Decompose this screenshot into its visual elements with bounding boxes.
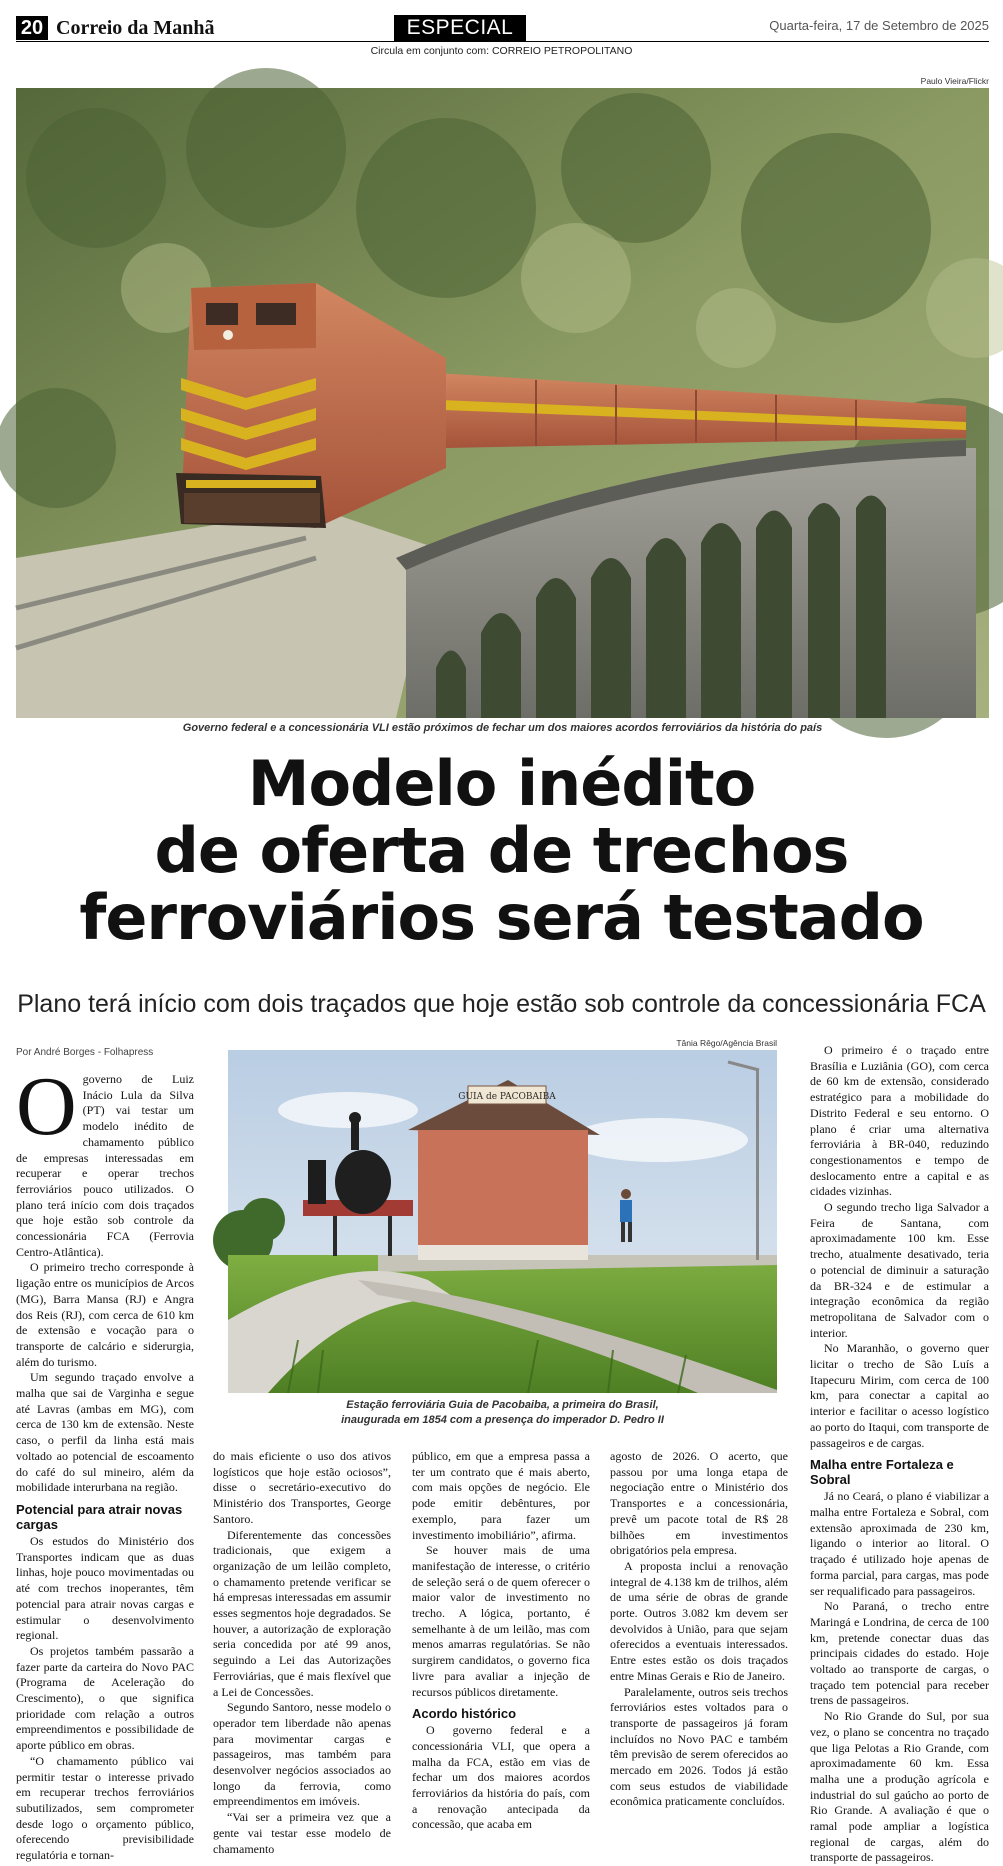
paragraph: O primeiro trecho corresponde à ligação entre os municípios de Arcos (MG), Barra Mansa (RJ) e Angra dos Reis (RJ), com cerca de 610 km de extensão e vocação para o transporte de calcário e siderurgia, além do turismo. [16, 1260, 194, 1369]
paragraph: “O chamamento público vai permitir testar o interesse privado em recuperar trechos ferroviários subutilizados, sem comprometer desde logo o orçamento público, oferecendo previsibilidade regulatória e tornan- [16, 1753, 194, 1863]
station-sign: GUIA de PACOBAIBA [458, 1092, 556, 1102]
masthead-rule [16, 41, 989, 42]
headline-line-3: ferroviários será testado [79, 881, 924, 954]
second-photo-credit: Tânia Rêgo/Agência Brasil [676, 1038, 777, 1048]
subheading: Potencial para atrair novas cargas [16, 1501, 183, 1532]
lead-paragraph [16, 1060, 194, 1260]
drop-cap: O [16, 1060, 77, 1153]
circulation-note: Circula em conjunto com: CORREIO PETROPOLITANO [370, 45, 633, 57]
second-caption-line-2: inaugurada em 1854 com a presença do imperador D. Pedro II [341, 1414, 664, 1426]
byline: Por André Borges - Folhapress [16, 1047, 154, 1058]
second-photo [228, 1050, 777, 1393]
paragraph: Um segundo traçado envolve a malha que sai de Varginha e segue até Lavras (ambas em MG), com cerca de 130 km de extensão. Neste caso, o perfil da linha está mais voltado ao potencial de escoamento do café do sul mineiro, além da mobilidade interurbana na região. [16, 1370, 194, 1495]
headline [0, 747, 1003, 954]
paragraph: Paralelamente, outros seis trechos ferroviários estes voltados para o transporte de passageiros já foram incluídos no Novo PAC e também têm previsão de serem oferecidos ao mercado em 2026. Todos já estão com seus estudos de viabilidade econômica praticamente concluídos. [610, 1684, 788, 1809]
station-illustration [228, 1050, 777, 1393]
subheading: Acordo histórico [412, 1706, 517, 1722]
main-photo-credit: Paulo Vieira/Flickr [920, 76, 989, 86]
paragraph: O segundo trecho liga Salvador a Feira de Santana, com aproximadamente 100 km. Esse trecho, atualmente desativado, teria o potencial de diminuir a saturação da BR-324 e de estimular a integração econômica da região metropolitana de Salvador com o interior. [810, 1200, 989, 1340]
main-photo-caption: Governo federal e a concessionária VLI estão próximos de fechar um dos maiores acordos ferroviários da história do país [182, 722, 823, 734]
second-caption-line-1: Estação ferroviária Guia de Pacobaiba, a primeira do Brasil, [346, 1399, 659, 1411]
subheadline: Plano terá início com dois traçados que hoje estão sob controle da concessionária FCA [17, 990, 986, 1018]
section-label: ESPECIAL [394, 15, 526, 41]
article-column-2 [213, 1449, 391, 1856]
paragraph: Segundo Santoro, nesse modelo o operador tem liberdade não apenas para movimentar cargas e passageiros, mas também para desenvolver negócios associados ao longo da ferrovia, como empreendimentos em imóveis. [213, 1700, 391, 1809]
article-column-1 [16, 1060, 194, 1863]
paragraph: Já no Ceará, o plano é viabilizar a malha entre Fortaleza e Sobral, com extensão aproximada de 230 km, ligando o interior ao litoral. O traçado é utilizado hoje apenas de forma parcial, para cargas, mas pode ser requalificado para passageiros. [810, 1489, 989, 1598]
train-viaduct-illustration [16, 88, 989, 718]
paragraph: No Rio Grande do Sul, por sua vez, o plano se concentra no traçado que liga Pelotas a Rio Grande, com aproximadamente 60 km. Essa malha une a produção agrícola e industrial do sul gaúcho ao porto de Rio Grande. A avaliação é que o ramal pode ampliar a logística regional de cargas, além do transporte de passageiros. [810, 1709, 989, 1865]
paragraph: Os projetos também passarão a fazer parte da carteira do Novo PAC (Programa de Aceleração do Crescimento), o que significa prioridade com relação a outros empreendimentos e possibilidade de aporte público em obras. [16, 1643, 194, 1753]
page-number: 20 [16, 16, 48, 40]
paragraph: Se houver mais de uma manifestação de interesse, o critério de seleção será o de quem oferecer o maior valor de investimento no trecho. A lógica, portanto, é semelhante à de um leilão, mas com menos amarras regulatórias. Se não surgirem candidatos, o governo fica livre para avaliar a injeção de recursos públicos diretamente. [412, 1543, 590, 1699]
paragraph: O governo federal e a concessionária VLI, que opera a malha da FCA, estão em vias de fechar um dos maiores acordos ferroviários da história do país, com a renovação antecipada da concessão, que acaba em [412, 1723, 590, 1832]
issue-date: Quarta-feira, 17 de Setembro de 2025 [769, 18, 989, 33]
paragraph: agosto de 2026. O acerto, que passou por uma longa etapa de negociação entre o Ministério dos Transportes e a concessionária, prevê um pacote total de R$ 28 bilhões em investimentos obrigatórios pela empresa. [610, 1449, 788, 1558]
subheading: Malha entre Fortaleza e Sobral [810, 1457, 954, 1488]
article-column-3 [412, 1449, 590, 1832]
headline-line-1: Modelo inédito [247, 747, 756, 820]
lead-text: governo de Luiz Inácio Lula da Silva (PT) vai testar um modelo inédito de chamamento público de empresas interessadas em recuperar e operar trechos ferroviários pouco utilizados. O plano terá início com dois traçados que hoje estão sob controle da concessionária FCA (Ferrovia Centro-Atlântica). [16, 1072, 194, 1259]
paragraph: “Vai ser a primeira vez que a gente vai testar esse modelo de chamamento [213, 1810, 391, 1856]
paragraph: do mais eficiente o uso dos ativos logísticos que hoje estão ociosos”, disse o secretário-executivo do Ministério dos Transportes, George Santoro. [213, 1449, 391, 1526]
article-column-4 [610, 1449, 788, 1809]
paragraph: O primeiro é o traçado entre Brasília e Luziânia (GO), com cerca de 60 km de extensão, considerado estratégico para a mobilidade do Distrito Federal e seu entorno. O plano é criar uma alternativa ferroviária à BR-040, reduzindo congestionamentos e tempo de deslocamento entre a capital e as cidades vizinhas. [810, 1043, 989, 1199]
newspaper-name: Correio da Manhã [56, 17, 215, 39]
paragraph: Os estudos do Ministério dos Transportes indicam que as duas linhas, hoje pouco movimentadas ou até com trechos inoperantes, têm potencial para atrair novas cargas e estimular o desenvolvimento regional. [16, 1533, 194, 1643]
headline-line-2: de oferta de trechos [154, 814, 849, 887]
paragraph: No Paraná, o trecho entre Maringá e Londrina, de cerca de 100 km, pretende conectar duas das principais cidades do estado. Hoje voltado ao transporte de cargas, o traçado tem potencial para receber trens de passageiros. [810, 1599, 989, 1708]
second-photo-caption [228, 1398, 777, 1428]
main-photo [16, 88, 989, 718]
paragraph: público, em que a empresa passa a ter um contrato que é mais aberto, com mais opções de negócio. Ele pode emitir debêntures, por exemplo, para fazer um investimento imobiliário”, afirma. [412, 1449, 590, 1542]
paragraph: Diferentemente das concessões tradicionais, que exigem a organização de um leilão completo, o chamamento pretende verificar se há empresas interessadas em assumir esses segmentos hoje degradados. Se houver, a autorização de exploração seria concedida por até 99 anos, seguindo a Lei das Autorizações Ferroviárias, que é mais flexível que a Lei de Concessões. [213, 1527, 391, 1699]
article-column-5 [810, 1043, 989, 1865]
paragraph: A proposta inclui a renovação integral de 4.138 km de trilhos, além de uma série de obras de grande porte. Outros 3.082 km devem ser devolvidos à União, para que sejam oferecidos a eventuais interessados. Entre estes estão os dois traçados entre Minas Gerais e Rio de Janeiro. [610, 1558, 788, 1683]
paragraph: No Maranhão, o governo quer licitar o trecho de São Luís a Itapecuru Mirim, com cerca de 100 km, para conectar a capital ao interior e facilitar o acesso logístico ao porto do Itaqui, com transporte de passageiros e de cargas. [810, 1341, 989, 1450]
